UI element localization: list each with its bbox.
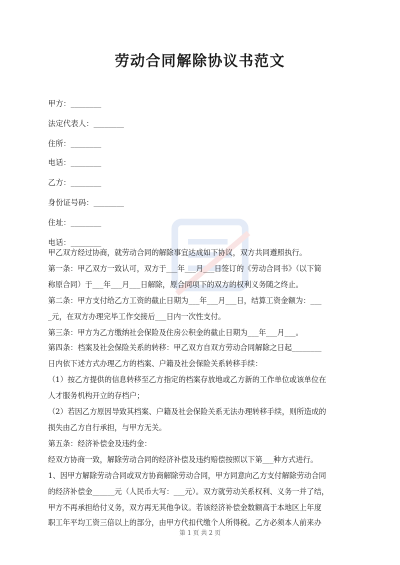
body-paragraph-line: 甲乙双方经过协商，就劳动合同的解除事宜达成如下协议，双方共同遵照执行。 xyxy=(48,248,307,257)
field-blank: ________ xyxy=(93,118,124,128)
field-line xyxy=(48,114,124,134)
body-paragraph-line: 1、因甲方解除劳动合同或双方协商解除劳动合同，甲方同意向乙方支付解除劳动合同 xyxy=(48,470,327,480)
body-paragraph-line: 人才服务机构开立的存档户； xyxy=(48,391,145,401)
field-line xyxy=(48,213,124,233)
field-line xyxy=(48,134,124,154)
field-blank: ________ xyxy=(93,197,124,207)
body-paragraph-line: 经双方协商一致，解除劳动合同的经济补偿及违约赔偿按照以下第___种方式进行。 xyxy=(48,454,318,464)
field-line xyxy=(48,193,124,213)
body-paragraph-line: （1）按乙方提供的信息转移至乙方指定的档案存放地或乙方新的工作单位或该单位在 xyxy=(48,375,327,385)
body-paragraph-line: 甲方不再承担给付义务，双方再无其他争议。若该经济补偿金数额高于本地区上年度 xyxy=(48,502,322,512)
body-paragraph-line: 第五条：经济补偿金及违约金： xyxy=(48,438,152,448)
document-body xyxy=(48,245,368,531)
field-line xyxy=(48,94,124,114)
body-paragraph-line: 损失由乙方自行承担，与甲方无关。 xyxy=(48,422,167,432)
field-label: 电话： xyxy=(48,237,71,247)
field-blank: ________ xyxy=(70,158,102,168)
body-paragraph-line: 第二条：甲方支付给乙方工资的截止日期为___年___月___日，结算工资金额为：___ xyxy=(48,295,322,305)
field-blank: ________ xyxy=(70,237,102,247)
body-paragraph-line: （2）若因乙方原因导致其档案、户籍及社会保险关系无法办理转移手续，则所造成的 xyxy=(48,407,327,417)
page-footer: 第 1 页 共 2 页 xyxy=(179,530,221,537)
field-label: 甲方： xyxy=(48,99,71,108)
body-paragraph-line: 第四条：档案及社会保险关系的转移：甲乙双方自双方劳动合同解除之日起________ xyxy=(48,343,322,353)
field-label: 法定代表人： xyxy=(48,118,94,128)
field-label: 住址： xyxy=(48,217,71,227)
body-paragraph-line: 称原合同）于___年___月___日解除，原合同项下的双方的权利义务随之终止。 xyxy=(48,279,303,289)
body-paragraph-line: 职工年平均工资三倍以上的部分，由甲方代扣代缴个人所得税。乙方必须本人前来办 xyxy=(48,518,322,528)
field-line xyxy=(48,153,124,173)
field-blank: ________ xyxy=(70,99,102,108)
field-blank: ________ xyxy=(70,217,102,227)
field-label: 住所： xyxy=(48,138,71,148)
body-paragraph-line: 的经济补偿金______元（人民币大写：___元）。双方就劳动关系权利、义务一并了结， xyxy=(48,486,329,496)
field-label: 身份证号码： xyxy=(48,197,94,207)
field-label: 乙方： xyxy=(48,178,71,188)
body-paragraph-line: 日内依下述方式办理乙方的档案、户籍及社会保险关系转移手续： xyxy=(48,359,263,369)
body-paragraph-line: 第三条：甲方为乙方缴纳社会保险及住房公积金的截止日期为___年___月___。 xyxy=(48,327,303,337)
field-blank: ________ xyxy=(70,138,102,148)
body-paragraph-line: _元，在双方办理完毕工作交接后___日内一次性支付。 xyxy=(48,311,226,321)
field-blank: ________ xyxy=(70,178,102,188)
field-label: 电话： xyxy=(48,158,71,168)
body-paragraph-line: 第一条：甲乙双方一致认可，双方于___年___月___日签订的《劳动合同书》（以下简 xyxy=(48,263,322,273)
document-title: 劳动合同解除协议书范文 xyxy=(114,53,286,70)
field-line xyxy=(48,173,124,193)
party-info-fields xyxy=(48,94,124,252)
